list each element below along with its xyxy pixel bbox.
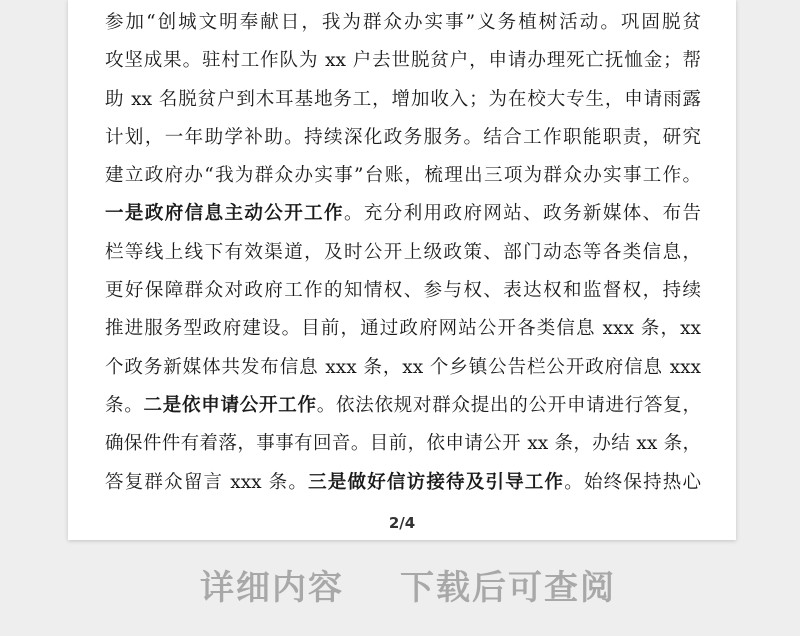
body-text: 条。: [105, 394, 144, 416]
body-text: 推进服务型政府建设。目前，通过政府网站公开各类信息 xxx 条，xx: [105, 318, 701, 340]
body-text: 计划，一年助学补助。持续深化政务服务。结合工作职能职责，研究: [105, 126, 701, 148]
body-text: 更好保障群众对政府工作的知情权、参与权、表达权和监督权，持续: [105, 280, 701, 302]
text-line: [105, 157, 701, 195]
page-number: 2/4: [388, 514, 416, 532]
body-text: 答复群众留言 xxx 条。: [105, 471, 309, 493]
text-line: [105, 119, 701, 157]
body-text: 。依法依规对群众提出的公开申请进行答复，: [316, 394, 701, 416]
text-line: [105, 81, 701, 119]
text-line: [105, 464, 701, 502]
bold-heading-text: 三是做好信访接待及引导工作: [308, 471, 565, 493]
body-text: 确保件件有着落，事事有回音。目前，依申请公开 xx 条，办结 xx 条，: [105, 433, 701, 455]
text-line: [105, 349, 701, 387]
body-text: 建立政府办“我为群众办实事”台账，梳理出三项为群众办实事工作。: [105, 165, 701, 187]
text-line: [105, 387, 701, 425]
text-line: [105, 234, 701, 272]
text-line: [105, 195, 701, 233]
text-line: [105, 42, 701, 80]
footer-download-label: 下载后可查阅: [400, 568, 616, 608]
text-line: [105, 310, 701, 348]
body-text: 参加“创城文明奉献日，我为群众办实事”义务植树活动。巩固脱贫: [105, 12, 701, 33]
text-line: [105, 4, 701, 42]
body-text: 攻坚成果。驻村工作队为 xx 户去世脱贫户，申请办理死亡抚恤金；帮: [105, 50, 701, 72]
body-text: 个政务新媒体共发布信息 xxx 条，xx 个乡镇公告栏公开政府信息 xxx: [105, 356, 701, 378]
download-footer: [0, 560, 800, 610]
body-text: 栏等线上线下有效渠道，及时公开上级政策、部门动态等各类信息，: [105, 241, 701, 263]
text-line: [105, 272, 701, 310]
document-page: [68, 0, 736, 540]
footer-detail-label: 详细内容: [200, 568, 344, 608]
bold-heading-text: 二是依申请公开工作: [143, 394, 317, 416]
body-text: 。充分利用政府网站、政务新媒体、布告: [343, 203, 701, 225]
bold-heading-text: 一是政府信息主动公开工作: [105, 203, 344, 225]
body-text: 助 xx 名脱贫户到木耳基地务工，增加收入；为在校大专生，申请雨露: [105, 88, 701, 110]
body-text: 。始终保持热心: [564, 471, 701, 493]
document-body: [105, 4, 701, 502]
text-line: [105, 425, 701, 463]
